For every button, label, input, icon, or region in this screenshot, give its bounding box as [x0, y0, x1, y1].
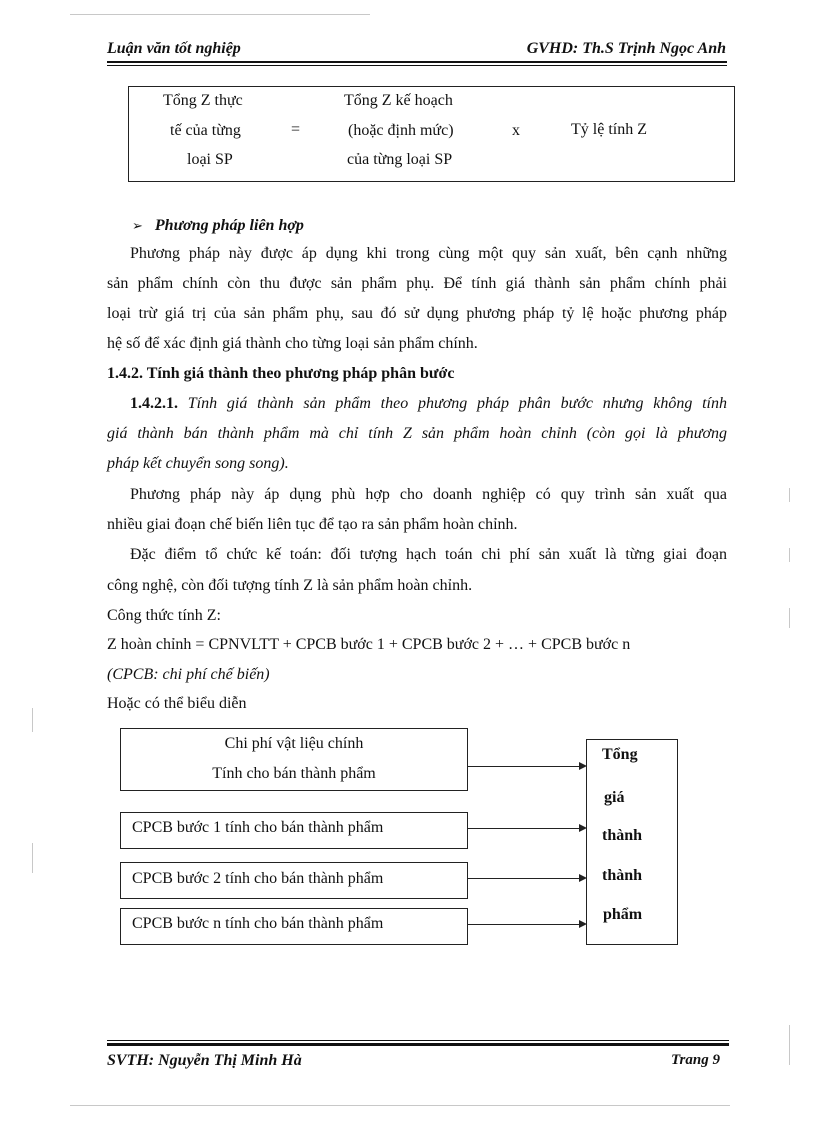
- scan-artifact-left: [32, 843, 33, 873]
- formula-col2-line2: (hoặc định mức): [348, 122, 454, 139]
- header-left: Luận văn tốt nghiệp: [107, 40, 241, 57]
- diagram-intro: Hoặc có thể biểu diễn: [107, 695, 247, 712]
- section-1421-text-1: Tính giá thành sản phẩm theo phương pháp phân bước nhưng không tính: [187, 395, 727, 412]
- formula-z: Z hoàn chỉnh = CPNVLTT + CPCB bước 1 + CPCB bước 2 + … + CPCB bước n: [107, 636, 631, 653]
- diagram-box-material-line2: Tính cho bán thành phẩm: [212, 765, 376, 782]
- formula-col1-line1: Tổng Z thực: [163, 92, 243, 109]
- formula-note: (CPCB: chi phí chế biến): [107, 666, 270, 683]
- diagram-box-step1-label: CPCB bước 1 tính cho bán thành phẩm: [132, 819, 384, 836]
- diagram-box-step2-label: CPCB bước 2 tính cho bán thành phẩm: [132, 870, 384, 887]
- scan-artifact-bottom: [70, 1105, 730, 1106]
- section-142-heading: 1.4.2. Tính giá thành theo phương pháp phân bước: [107, 365, 455, 382]
- scan-artifact-top: [70, 14, 370, 15]
- lienhop-line-3: loại trừ giá trị của sản phẩm phụ, sau đó sử dụng phương pháp tỷ lệ hoặc phương pháp: [107, 305, 727, 322]
- bullet-arrow-icon: ➢: [132, 219, 143, 234]
- diagram-arrow-material: [468, 766, 585, 767]
- formula-col2-line3: của từng loại SP: [347, 151, 453, 168]
- footer-rule-thin: [107, 1040, 729, 1041]
- scan-artifact-right: [789, 548, 790, 562]
- scan-artifact-right: [789, 1025, 790, 1065]
- scan-artifact-right: [789, 488, 790, 502]
- scan-artifact-left: [32, 708, 33, 732]
- diagram-result-word-5: phẩm: [603, 906, 643, 923]
- formula-times: x: [512, 122, 520, 139]
- scan-artifact-right: [789, 608, 790, 628]
- section-1421-line-2: giá thành bán thành phẩm mà chỉ tính Z sản phẩm hoàn chỉnh (còn gọi là phương: [107, 425, 727, 442]
- section-1421-line-3: pháp kết chuyển song song).: [107, 455, 289, 472]
- formula-col1-line2: tế của từng: [170, 122, 241, 139]
- formula-col1-line3: loại SP: [187, 151, 233, 168]
- section-1421-number: 1.4.2.1.: [130, 395, 178, 412]
- lienhop-title: Phương pháp liên hợp: [154, 217, 304, 234]
- header-right: GVHD: Th.S Trịnh Ngọc Anh: [526, 40, 726, 57]
- section-1421-line-1: [107, 394, 727, 414]
- para1-line-2: nhiều giai đoạn chế biến liên tục để tạo ra sản phẩm hoàn chỉnh.: [107, 516, 518, 533]
- header-rule-thin: [107, 65, 727, 66]
- lienhop-line-2: sản phẩm chính còn thu được sản phẩm phụ. Để tính giá thành sản phẩm chính phải: [107, 275, 727, 292]
- formula-equals: =: [291, 121, 301, 138]
- para2-line-1: Đặc điểm tổ chức kế toán: đối tượng hạch toán chi phí sản xuất là từng giai đoạn: [130, 546, 727, 563]
- header-rule: [107, 61, 727, 63]
- diagram-result-word-3: thành: [602, 827, 643, 844]
- formula-col3: Tỷ lệ tính Z: [571, 121, 647, 138]
- diagram-arrow-step1: [468, 828, 585, 829]
- formula-label: Công thức tính Z:: [107, 607, 221, 624]
- diagram-arrow-step2: [468, 878, 585, 879]
- diagram-box-stepn-label: CPCB bước n tính cho bán thành phẩm: [132, 915, 384, 932]
- footer-rule: [107, 1043, 729, 1046]
- lienhop-line-4: hệ số để xác định giá thành cho từng loại sản phẩm chính.: [107, 335, 478, 352]
- footer-right: Trang 9: [670, 1052, 720, 1068]
- diagram-result-word-4: thành: [602, 867, 643, 884]
- lienhop-title-row: [132, 216, 304, 237]
- para1-line-1: Phương pháp này áp dụng phù hợp cho doanh nghiệp có quy trình sản xuất qua: [130, 486, 727, 503]
- formula-col2-line1: Tổng Z kế hoạch: [344, 92, 453, 109]
- diagram-arrow-stepn: [468, 924, 585, 925]
- lienhop-line-1: Phương pháp này được áp dụng khi trong cùng một quy sản xuất, bên cạnh những: [130, 245, 727, 262]
- diagram-box-material-line1: Chi phí vật liệu chính: [224, 735, 364, 752]
- para2-line-2: công nghệ, còn đối tượng tính Z là sản phẩm hoàn chỉnh.: [107, 577, 473, 594]
- diagram-result-word-2: giá: [604, 789, 625, 806]
- diagram-result-word-1: Tổng: [602, 746, 638, 763]
- footer-left: SVTH: Nguyễn Thị Minh Hà: [107, 1052, 302, 1069]
